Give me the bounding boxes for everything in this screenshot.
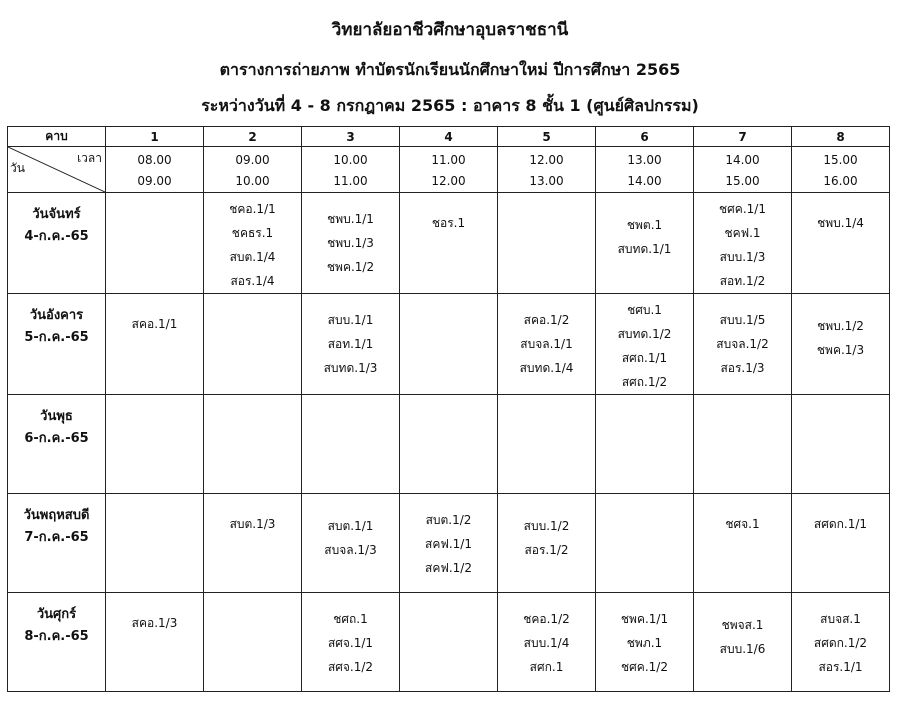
class-group-code: สอร.1/2 <box>524 543 569 557</box>
time-start: 11.00 <box>431 153 466 167</box>
period-number: 8 <box>792 127 890 147</box>
class-group-code: ชศถ.1 <box>333 612 368 626</box>
schedule-cell <box>400 593 498 692</box>
day-cell <box>8 193 106 294</box>
schedule-cell <box>302 395 400 494</box>
class-group-code: สบบ.1/3 <box>719 250 766 264</box>
schedule-cell <box>792 294 890 395</box>
schedule-cell <box>694 395 792 494</box>
schedule-cell <box>204 494 302 593</box>
time-end: 11.00 <box>333 174 368 188</box>
class-group-code: สอท.1/2 <box>719 274 766 288</box>
class-group-code: สบบ.1/4 <box>523 636 570 650</box>
schedule-cell <box>400 193 498 294</box>
class-group-code: สบบ.1/2 <box>523 519 570 533</box>
time-slot <box>498 147 596 193</box>
class-group-code: สศดก.1/1 <box>813 517 868 531</box>
class-group-code: ชพบ.1/3 <box>327 236 374 250</box>
class-group-code: ชพภ.1 <box>626 636 663 650</box>
time-day-corner <box>8 147 106 193</box>
time-end: 13.00 <box>529 174 564 188</box>
class-group-code: สคอ.1/1 <box>131 317 178 331</box>
time-end: 15.00 <box>725 174 760 188</box>
time-end: 16.00 <box>823 174 858 188</box>
schedule-cell <box>302 193 400 294</box>
day-date: 4-ก.ค.-65 <box>24 229 89 244</box>
class-group-code: สบบ.1/1 <box>327 313 374 327</box>
photo-schedule-table <box>7 126 890 692</box>
class-group-code: สบทด.1/3 <box>323 361 378 375</box>
day-row <box>8 395 890 494</box>
class-group-code: ชพจส.1 <box>721 618 764 632</box>
class-group-code: ชพค.1/2 <box>326 260 375 274</box>
college-name: วิทยาลัยอาชีวศึกษาอุบลราชธานี <box>331 20 569 40</box>
class-group-code: สศก.1 <box>529 660 564 674</box>
class-group-code: ชพค.1/1 <box>620 612 669 626</box>
class-group-code: ชศจ.1 <box>725 517 760 531</box>
class-group-code: ชพต.1 <box>626 218 663 232</box>
time-end: 09.00 <box>137 174 172 188</box>
class-group-code: ชศบ.1 <box>627 303 662 317</box>
period-number: 1 <box>106 127 204 147</box>
time-end: 10.00 <box>235 174 270 188</box>
schedule-cell <box>498 294 596 395</box>
day-label: วัน <box>10 161 25 175</box>
time-slot <box>400 147 498 193</box>
class-group-code: สคอ.1/3 <box>131 616 178 630</box>
class-group-code: สบจล.1/1 <box>520 337 573 351</box>
schedule-cell <box>498 494 596 593</box>
class-group-code: สศถ.1/1 <box>621 351 668 365</box>
schedule-cell <box>106 593 204 692</box>
class-group-code: สศถ.1/2 <box>621 375 668 389</box>
class-group-code: ชศค.1/2 <box>621 660 668 674</box>
schedule-cell <box>596 193 694 294</box>
class-group-code: ชพบ.1/1 <box>327 212 374 226</box>
schedule-cell <box>498 193 596 294</box>
class-group-code: สบทด.1/2 <box>617 327 672 341</box>
schedule-cell <box>106 395 204 494</box>
class-group-code: สคอ.1/2 <box>523 313 570 327</box>
class-group-code: สอท.1/1 <box>327 337 374 351</box>
class-group-code: สบจล.1/2 <box>716 337 769 351</box>
day-date: 7-ก.ค.-65 <box>24 530 89 545</box>
schedule-cell <box>498 593 596 692</box>
schedule-cell <box>694 294 792 395</box>
day-row <box>8 193 890 294</box>
class-group-code: สบต.1/2 <box>425 513 472 527</box>
schedule-cell <box>596 494 694 593</box>
class-group-code: สบบ.1/6 <box>719 642 766 656</box>
schedule-cell <box>596 593 694 692</box>
period-number: 6 <box>596 127 694 147</box>
class-group-code: ชพค.1/3 <box>816 343 865 357</box>
schedule-cell <box>302 593 400 692</box>
class-group-code: ชคธร.1 <box>231 226 274 240</box>
period-header: คาบ <box>8 127 106 147</box>
period-number: 2 <box>204 127 302 147</box>
day-cell <box>8 294 106 395</box>
schedule-cell <box>498 395 596 494</box>
class-group-code: ชคฟ.1 <box>724 226 761 240</box>
class-group-code: สบต.1/4 <box>229 250 276 264</box>
time-start: 13.00 <box>627 153 662 167</box>
class-group-code: สอร.1/4 <box>230 274 275 288</box>
day-name: วันจันทร์ <box>32 207 81 222</box>
time-end: 14.00 <box>627 174 662 188</box>
time-slot <box>792 147 890 193</box>
time-end: 12.00 <box>431 174 466 188</box>
time-start: 08.00 <box>137 153 172 167</box>
schedule-cell <box>204 193 302 294</box>
time-slot <box>694 147 792 193</box>
schedule-cell <box>694 494 792 593</box>
schedule-cell <box>106 294 204 395</box>
schedule-cell <box>204 294 302 395</box>
class-group-code: สศจ.1/1 <box>327 636 374 650</box>
schedule-cell <box>302 494 400 593</box>
day-name: วันศุกร์ <box>36 607 77 622</box>
class-group-code: สบต.1/3 <box>229 517 276 531</box>
period-number: 3 <box>302 127 400 147</box>
time-slot <box>106 147 204 193</box>
day-row <box>8 494 890 593</box>
time-start: 10.00 <box>333 153 368 167</box>
schedule-cell <box>792 593 890 692</box>
class-group-code: สบต.1/1 <box>327 519 374 533</box>
schedule-cell <box>792 395 890 494</box>
time-start: 12.00 <box>529 153 564 167</box>
time-slot <box>596 147 694 193</box>
day-cell <box>8 395 106 494</box>
class-group-code: ชพบ.1/2 <box>817 319 864 333</box>
schedule-cell <box>694 193 792 294</box>
day-name: วันพุธ <box>40 409 73 424</box>
time-start: 09.00 <box>235 153 270 167</box>
class-group-code: สอร.1/3 <box>720 361 765 375</box>
time-start: 14.00 <box>725 153 760 167</box>
time-start: 15.00 <box>823 153 858 167</box>
class-group-code: สศจ.1/2 <box>327 660 374 674</box>
schedule-cell <box>302 294 400 395</box>
schedule-cell <box>204 593 302 692</box>
day-date: 5-ก.ค.-65 <box>24 330 89 345</box>
day-name: วันพฤหสบดี <box>23 508 90 523</box>
schedule-cell <box>204 395 302 494</box>
schedule-cell <box>596 294 694 395</box>
schedule-cell <box>792 193 890 294</box>
schedule-title: ตารางการถ่ายภาพ ทำบัตรนักเรียนนักศึกษาใหม่ ปีการศึกษา 2565 <box>219 60 681 79</box>
schedule-cell <box>694 593 792 692</box>
day-cell <box>8 494 106 593</box>
schedule-cell <box>106 193 204 294</box>
day-row <box>8 593 890 692</box>
schedule-cell <box>106 494 204 593</box>
schedule-cell <box>400 294 498 395</box>
schedule-cell <box>400 494 498 593</box>
class-group-code: สบจล.1/3 <box>324 543 377 557</box>
class-group-code: สศดก.1/2 <box>813 636 868 650</box>
class-group-code: สบบ.1/5 <box>719 313 766 327</box>
day-date: 6-ก.ค.-65 <box>24 431 89 446</box>
day-date: 8-ก.ค.-65 <box>24 629 89 644</box>
class-group-code: ชคอ.1/1 <box>229 202 276 216</box>
class-group-code: ชอร.1 <box>431 216 466 230</box>
day-cell <box>8 593 106 692</box>
period-number: 5 <box>498 127 596 147</box>
time-row <box>8 147 890 193</box>
class-group-code: สบทด.1/1 <box>617 242 672 256</box>
time-label: เวลา <box>77 151 102 165</box>
time-slot <box>204 147 302 193</box>
class-group-code: สคฟ.1/2 <box>425 561 472 575</box>
class-group-code: สอร.1/1 <box>818 660 863 674</box>
class-group-code: สบทด.1/4 <box>519 361 574 375</box>
period-header-row <box>8 127 890 147</box>
day-row <box>8 294 890 395</box>
class-group-code: ชพบ.1/4 <box>817 216 864 230</box>
period-number: 4 <box>400 127 498 147</box>
class-group-code: สบจส.1 <box>820 612 861 626</box>
class-group-code: สคฟ.1/1 <box>425 537 472 551</box>
class-group-code: ชศค.1/1 <box>719 202 766 216</box>
schedule-dates-location: ระหว่างวันที่ 4 - 8 กรกฎาคม 2565 : อาคาร 8 ชั้น 1 (ศูนย์ศิลปกรรม) <box>201 96 699 115</box>
time-slot <box>302 147 400 193</box>
day-name: วันอังคาร <box>29 308 84 323</box>
class-group-code: ชคอ.1/2 <box>523 612 570 626</box>
schedule-cell <box>400 395 498 494</box>
schedule-cell <box>792 494 890 593</box>
schedule-cell <box>596 395 694 494</box>
period-number: 7 <box>694 127 792 147</box>
